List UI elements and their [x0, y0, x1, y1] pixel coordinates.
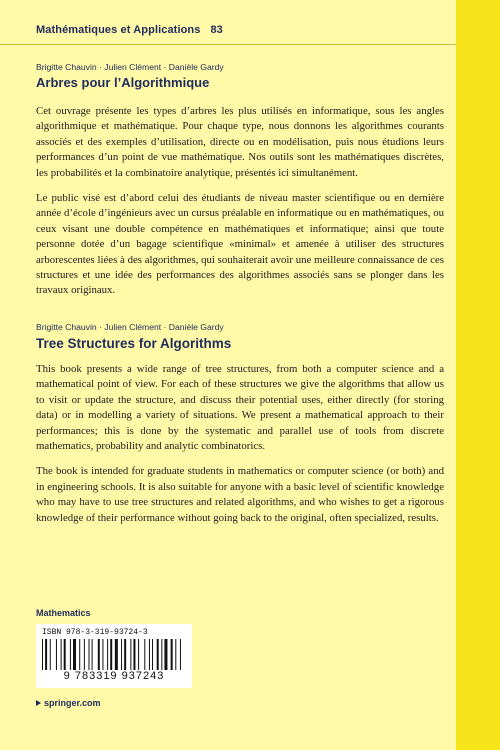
english-paragraph-1: This book presents a wide range of tree structures, from both a computer science and a mathematical point of view. For each of these structures we give the algorithms that allow us to visit or update the structure, and discuss their potential uses, either directly (for storing data) or in modelling a variety of situations. We present a mathematical approach to their performances; this is done by the systematic and parallel use of tools from discrete mathematics, probability and analytic combinatorics.	[36, 363, 444, 453]
english-description	[36, 362, 444, 526]
series-name: Mathématiques et Applications	[36, 24, 201, 36]
french-paragraph-2: Le public visé est d’abord celui des étudiants de niveau master scientifique ou en dernière année d’école d’ingénieurs avec un cursus préalable en informatique ou en mathématiques, ou ceux visant une double compétence en mathématiques et informatique; ainsi que toute personne dotée d’un bagage scientifique «minimal» et amenée à utiliser des structures arborescentes liées à des algorithmes, qui souhaiterait avoir une meilleure connaissance de ces structures et une idée des performances des algorithmes associés sans se plonger dans les travaux originaux.	[36, 192, 444, 297]
french-description	[36, 104, 444, 299]
barcode-bar	[180, 639, 181, 670]
barcode-bar	[121, 639, 122, 670]
barcode-bar	[138, 639, 139, 670]
isbn-barcode-box	[36, 624, 192, 688]
barcode-bar	[130, 639, 131, 670]
barcode-bar	[102, 639, 103, 670]
barcode-bar	[133, 639, 135, 670]
barcode-bar	[144, 639, 145, 670]
series-header	[0, 0, 456, 45]
barcode-bar	[84, 639, 85, 670]
barcode-bar	[89, 639, 90, 670]
french-authors: Brigitte Chauvin · Julien Clément · Danièle Gardy	[36, 62, 224, 72]
english-authors: Brigitte Chauvin · Julien Clément · Danièle Gardy	[36, 322, 224, 332]
cover-color-band	[456, 0, 500, 750]
isbn-label: ISBN 978-3-319-93724-3	[42, 628, 148, 637]
barcode-bar	[157, 639, 159, 670]
barcode-bar	[45, 639, 47, 670]
barcode-bar	[175, 639, 176, 670]
arrow-right-icon	[36, 700, 41, 706]
barcode-bar	[70, 639, 71, 670]
barcode-bar	[124, 639, 126, 670]
barcode-bar	[161, 639, 162, 670]
barcode-bar	[79, 639, 80, 670]
french-paragraph-1: Cet ouvrage présente les types d’arbres les plus utilisés en informatique, sous les angles algorithmique et mathématique. Pour chaque type, nous donnons les algorithmes courants associés et des exemples d’utilisation, directe ou en modélisation, puis nous étudions leurs performances d’un point de vue mathématique. Nos outils sont les mathématiques discrètes, les probabilités et la combinatoire analytique, présentés ici simultanément.	[36, 105, 444, 179]
barcode-bar	[73, 639, 76, 670]
barcode-bar	[110, 639, 112, 670]
barcode-bar	[50, 639, 51, 670]
english-paragraph-2: The book is intended for graduate students in mathematics or computer science (or both) and in engineering schools. It is also suitable for anyone with a basic level of scientific knowledge who may have to use tree structures and related algorithms, and who wishes to get a rigorous knowledge of their performance without going back to the original, often specialized, results.	[36, 465, 444, 524]
barcode-bar	[92, 639, 93, 670]
english-book-title: Tree Structures for Algorithms	[36, 336, 232, 351]
subject-category: Mathematics	[36, 608, 91, 618]
barcode-bar	[152, 639, 153, 670]
barcode-digits: 9 783319 937243	[63, 670, 165, 682]
publisher-link[interactable]	[36, 698, 101, 708]
french-book-title: Arbres pour l’Algorithmique	[36, 75, 210, 90]
barcode-bar	[64, 639, 66, 670]
barcode-bar	[115, 639, 118, 670]
barcode-bar	[107, 639, 108, 670]
barcode-bar	[98, 639, 100, 670]
series-number: 83	[210, 24, 223, 36]
publisher-label: springer.com	[44, 698, 101, 708]
series-title	[36, 24, 223, 36]
barcode-bar	[164, 639, 167, 670]
barcode-bar	[61, 639, 62, 670]
barcode-bar	[171, 639, 173, 670]
barcode-bar	[56, 639, 57, 670]
barcode-image	[42, 639, 186, 670]
barcode-bar	[149, 639, 150, 670]
barcode-bar	[42, 639, 43, 670]
